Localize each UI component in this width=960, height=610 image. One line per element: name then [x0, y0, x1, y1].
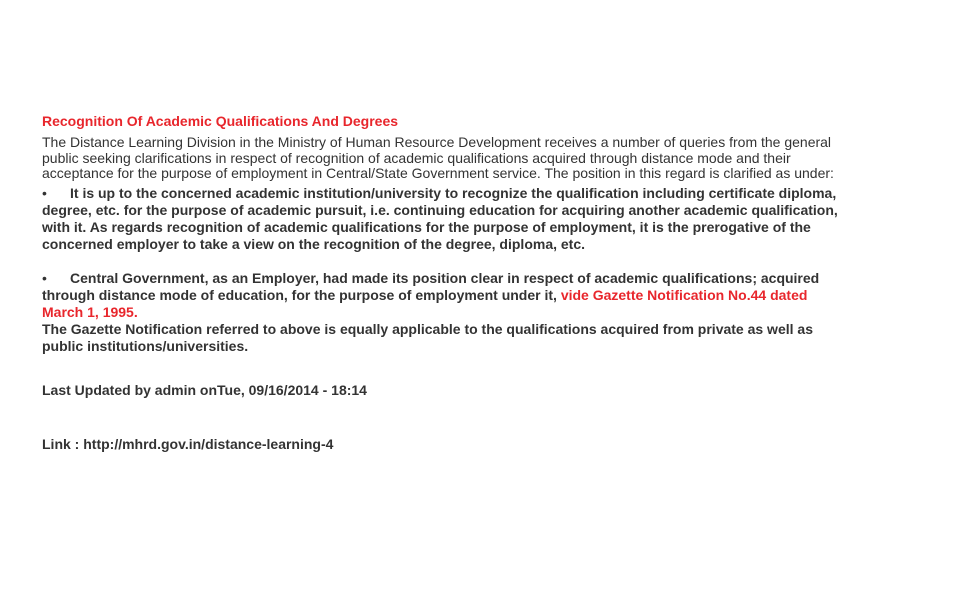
last-updated-text: Last Updated by admin onTue, 09/16/2014 - 18:14 [42, 381, 367, 398]
bullet-symbol: • [42, 269, 47, 286]
link-label: Link : [42, 435, 84, 452]
intro-paragraph: The Distance Learning Division in the Ministry of Human Resource Development receives a number of queries from the general public seeking clarifications in respect of recognition of academic qualifications acquired through distance mode and their acceptance for the purpose of employment in Central/State Government service. The position in this regard is clarified as under: [42, 134, 834, 181]
bullet-item-recognition [42, 185, 852, 253]
bullet-item-central-government [42, 270, 852, 321]
bullet-symbol: • [42, 184, 47, 201]
source-link[interactable]: http://mhrd.gov.in/distance-learning-4 [83, 435, 334, 452]
gazette-notification-link[interactable]: vide Gazette Notification No.44 dated March 1, 1995. [42, 286, 808, 320]
bullet-text-central-government: Central Government, as an Employer, had made its position clear in respect of academic qualifications; acquired through distance mode of education, for the purpose of employment under it, [42, 269, 820, 303]
page-title: Recognition Of Academic Qualifications And Degrees [42, 113, 399, 129]
article-content [42, 113, 852, 453]
bullet-text-recognition: It is up to the concerned academic institution/university to recognize the qualification including certificate diploma, degree, etc. for the purpose of academic pursuit, i.e. continuing education for acquiring another academic qualification, with it. As regards recognition of academic qualifications for the purpose of employment, it is the prerogative of the concerned employer to take a view on the recognition of the degree, diploma, etc. [42, 184, 838, 252]
source-link-line [42, 436, 852, 453]
gazette-note: The Gazette Notification referred to above is equally applicable to the qualifications acquired from private as well as public institutions/universities. [42, 320, 813, 354]
